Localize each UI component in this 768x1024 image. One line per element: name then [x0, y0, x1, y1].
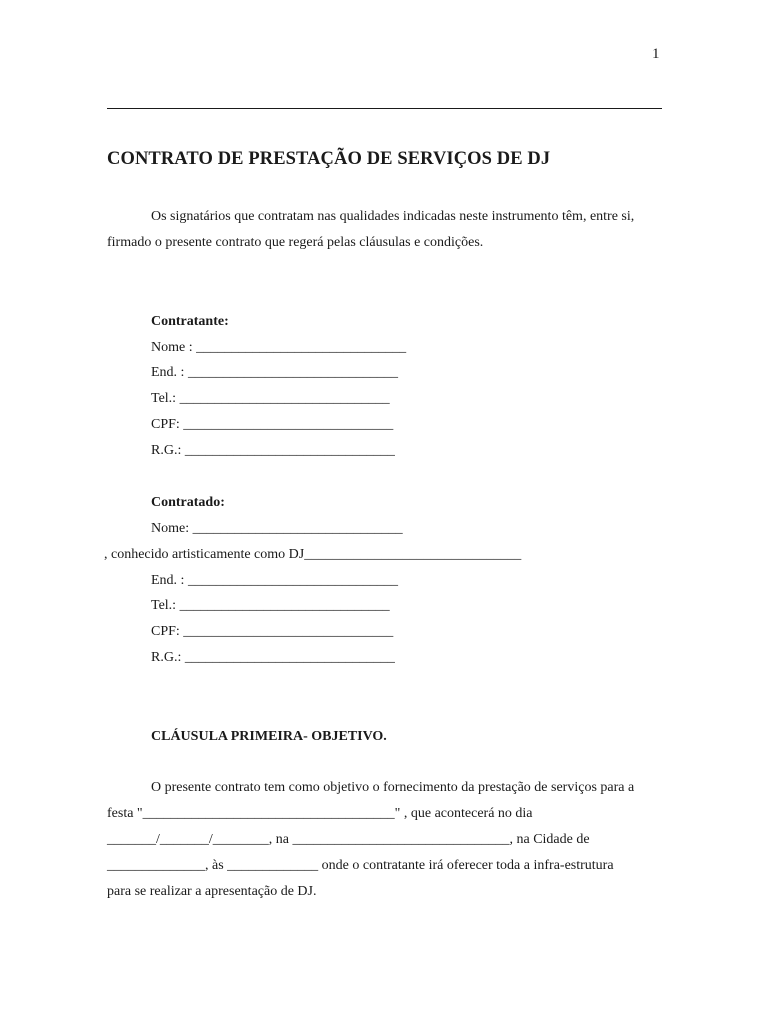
contratante-cpf-field: CPF: ______________________________: [151, 417, 394, 432]
contratante-rg-field: R.G.: ______________________________: [151, 443, 395, 458]
document-title: CONTRATO DE PRESTAÇÃO DE SERVIÇOS DE DJ: [107, 149, 551, 169]
contratado-tel-field: Tel.: ______________________________: [151, 598, 390, 613]
contratado-dj-name-field: , conhecido artisticamente como DJ_______________________________: [104, 547, 522, 562]
contratado-end-field: End. : ______________________________: [151, 573, 398, 588]
contratado-nome-field: Nome: ______________________________: [151, 521, 403, 536]
contratante-tel-field: Tel.: ______________________________: [151, 391, 390, 406]
clausula-primeira-line-2: festa "____________________________________" , que acontecerá no dia: [107, 806, 533, 821]
contratante-end-field: End. : ______________________________: [151, 365, 398, 380]
contratado-rg-field: R.G.: ______________________________: [151, 650, 395, 665]
contratante-nome-field: Nome : ______________________________: [151, 340, 407, 355]
contratante-heading: Contratante:: [151, 314, 229, 329]
intro-line-2: firmado o presente contrato que regerá pelas cláusulas e condições.: [107, 235, 484, 250]
header-rule: [107, 108, 662, 109]
clausula-primeira-line-1: O presente contrato tem como objetivo o fornecimento da prestação de serviços para a: [151, 780, 635, 795]
intro-line-1: Os signatários que contratam nas qualidades indicadas neste instrumento têm, entre si,: [151, 209, 635, 224]
contratado-heading: Contratado:: [151, 495, 225, 510]
contratado-cpf-field: CPF: ______________________________: [151, 624, 394, 639]
clausula-primeira-line-3: _______/_______/________, na _______________________________, na Cidade de: [107, 832, 590, 847]
clausula-primeira-line-4: ______________, às _____________ onde o contratante irá oferecer toda a infra-estrutura: [107, 858, 614, 873]
page-number: 1: [652, 46, 660, 62]
clausula-primeira-heading: CLÁUSULA PRIMEIRA- OBJETIVO.: [151, 729, 387, 744]
clausula-primeira-line-5: para se realizar a apresentação de DJ.: [107, 884, 317, 899]
